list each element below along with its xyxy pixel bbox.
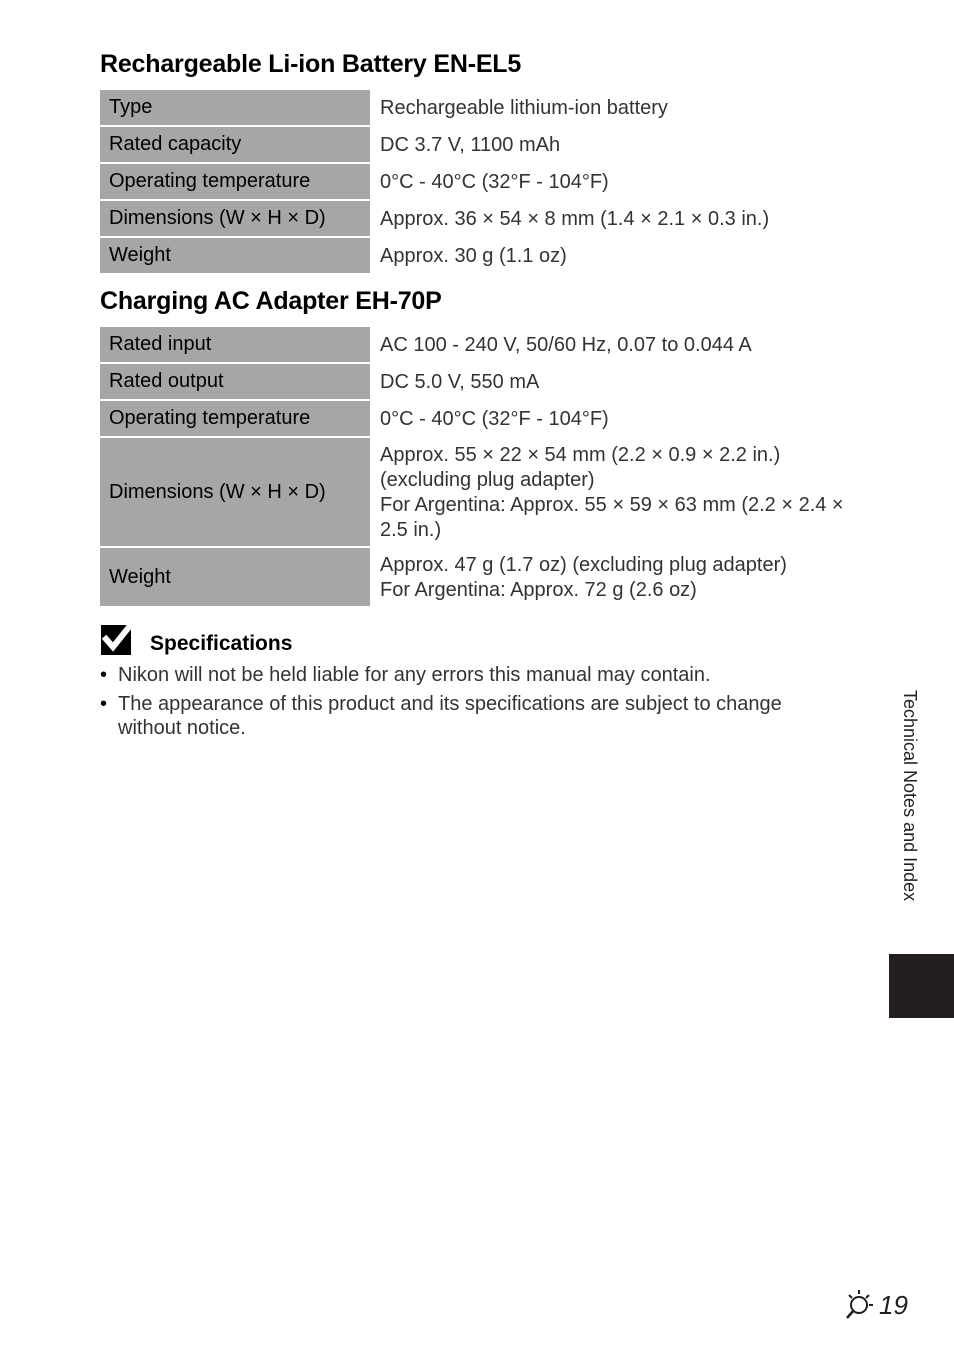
spec-row	[100, 548, 845, 608]
spec-value	[370, 548, 845, 608]
spec-value	[370, 401, 845, 438]
spec-row	[100, 238, 845, 275]
spec-value	[370, 327, 845, 364]
battery-section-title: Rechargeable Li-ion Battery EN-EL5	[100, 50, 522, 78]
side-tab-marker	[889, 954, 954, 1018]
spec-value-line: 0°C - 40°C (32°F - 104°F)	[380, 408, 609, 430]
spec-label: Rated output	[100, 364, 370, 401]
spec-label: Weight	[100, 238, 370, 275]
page-number-text: 19	[879, 1289, 908, 1320]
side-tab-label: Technical Notes and Index	[900, 690, 920, 902]
spec-value-line: AC 100 - 240 V, 50/60 Hz, 0.07 to 0.044 A	[380, 334, 752, 356]
adapter-spec-table	[100, 327, 845, 608]
spec-value	[370, 90, 845, 127]
spec-value-line: Approx. 36 × 54 × 8 mm (1.4 × 2.1 × 0.3 in.)	[380, 208, 770, 230]
spec-row	[100, 201, 845, 238]
spec-value-line: Rechargeable lithium-ion battery	[380, 97, 668, 119]
checkmark-icon	[100, 624, 134, 656]
spec-value-line: (excluding plug adapter)	[380, 469, 595, 491]
spec-value-line: Approx. 30 g (1.1 oz)	[380, 245, 567, 267]
spec-value	[370, 201, 845, 238]
note-list	[100, 663, 800, 745]
spec-row	[100, 438, 845, 548]
spec-row	[100, 127, 845, 164]
technical-notes-icon	[843, 1288, 877, 1322]
note-item: • Nikon will not be held liable for any errors this manual may contain.	[100, 664, 711, 686]
spec-label: Rated capacity	[100, 127, 370, 164]
spec-value	[370, 364, 845, 401]
spec-row	[100, 90, 845, 127]
adapter-section-title: Charging AC Adapter EH-70P	[100, 287, 442, 315]
spec-value	[370, 164, 845, 201]
page-number	[843, 1288, 908, 1322]
spec-value	[370, 238, 845, 275]
note-header	[100, 622, 292, 658]
spec-row	[100, 327, 845, 364]
spec-value-line: Approx. 55 × 22 × 54 mm (2.2 × 0.9 × 2.2 in.)	[380, 444, 781, 466]
spec-label: Rated input	[100, 327, 370, 364]
spec-value-line: DC 5.0 V, 550 mA	[380, 371, 540, 393]
spec-label: Dimensions (W × H × D)	[100, 438, 370, 548]
spec-value	[370, 127, 845, 164]
spec-value	[370, 438, 845, 548]
spec-row	[100, 164, 845, 201]
spec-row	[100, 364, 845, 401]
spec-label: Type	[100, 90, 370, 127]
spec-value-line: 0°C - 40°C (32°F - 104°F)	[380, 171, 609, 193]
spec-row	[100, 401, 845, 438]
spec-value-line: Approx. 47 g (1.7 oz) (excluding plug adapter)	[380, 554, 787, 576]
battery-spec-table	[100, 90, 845, 275]
spec-value-line: 2.5 in.)	[380, 519, 442, 541]
note-title: Specifications	[150, 632, 293, 655]
spec-label: Dimensions (W × H × D)	[100, 201, 370, 238]
spec-label: Operating temperature	[100, 164, 370, 201]
spec-label: Operating temperature	[100, 401, 370, 438]
note-item: • The appearance of this product and its specifications are subject to change without notice.	[100, 693, 782, 739]
spec-value-line: For Argentina: Approx. 55 × 59 × 63 mm (2.2 × 2.4 ×	[380, 494, 844, 516]
spec-value-line: DC 3.7 V, 1100 mAh	[380, 134, 561, 156]
spec-value-line: For Argentina: Approx. 72 g (2.6 oz)	[380, 579, 697, 601]
spec-label: Weight	[100, 548, 370, 608]
